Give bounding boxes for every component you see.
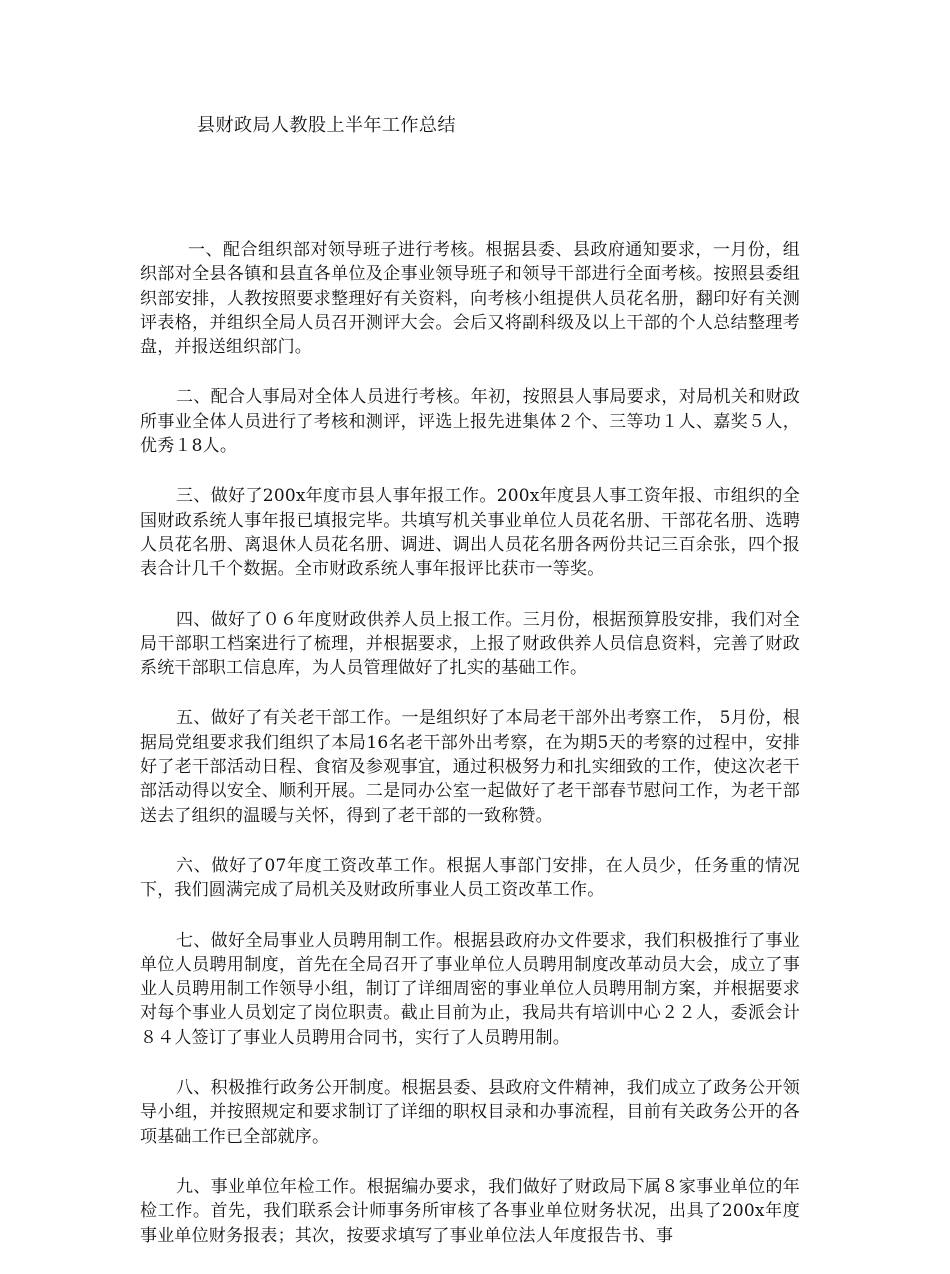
document-body xyxy=(140,238,800,1274)
paragraph-2: 二、配合人事局对全体人员进行考核。年初，按照县人事局要求，对局机关和财政所事业全体人员进行了考核和测评，评选上报先进集体２个、三等功１人、嘉奖５人，优秀１8人。 xyxy=(140,387,800,457)
paragraph-4: 四、做好了０６年度财政供养人员上报工作。三月份，根据预算股安排，我们对全局干部职工档案进行了梳理，并根据要求，上报了财政供养人员信息资料，完善了财政系统干部职工信息库，为人员管理做好了扎实的基础工作。 xyxy=(140,609,800,679)
paragraph-7: 七、做好全局事业人员聘用制工作。根据县政府办文件要求，我们积极推行了事业单位人员聘用制度，首先在全局召开了事业单位人员聘用制度改革动员大会，成立了事业人员聘用制工作领导小组，制订了详细周密的事业单位人员聘用制方案，并根据要求对每个事业人员划定了岗位职责。截止目前为止，我局共有培训中心２２人，委派会计８４人签订了事业人员聘用合同书，实行了人员聘用制。 xyxy=(140,930,800,1048)
paragraph-6: 六、做好了07年度工资改革工作。根据人事部门安排，在人员少，任务重的情况下，我们圆满完成了局机关及财政所事业人员工资改革工作。 xyxy=(140,855,800,901)
paragraph-5: 五、做好了有关老干部工作。一是组织好了本局老干部外出考察工作， 5月份，根据局党组要求我们组织了本局16名老干部外出考察，在为期5天的考察的过程中，安排好了老干部活动日程、食宿及参观事宜，通过积极努力和扎实细致的工作，使这次老干部活动得以安全、顺利开展。二是同办公室一起做好了老干部春节慰问工作，为老干部送去了组织的温暖与关怀，得到了老干部的一致称赞。 xyxy=(140,708,800,826)
document-title: 县财政局人教股上半年工作总结 xyxy=(197,115,456,136)
paragraph-1: 一、配合组织部对领导班子进行考核。根据县委、县政府通知要求，一月份，组织部对全县各镇和县直各单位及企事业领导班子和领导干部进行全面考核。按照县委组织部安排，人教按照要求整理好有关资料，向考核小组提供人员花名册，翻印好有关测评表格，并组织全局人员召开测评大会。会后又将副科级及以上干部的个人总结整理考盘，并报送组织部门。 xyxy=(140,240,800,358)
paragraph-3: 三、做好了200x年度市县人事年报工作。200x年度县人事工资年报、市组织的全国财政系统人事年报已填报完毕。共填写机关事业单位人员花名册、干部花名册、选聘人员花名册、离退休人员花名册、调进、调出人员花名册各两份共记三百余张，四个报表合计几千个数据。全市财政系统人事年报评比获市一等奖。 xyxy=(140,486,800,580)
paragraph-8: 八、积极推行政务公开制度。根据县委、县政府文件精神，我们成立了政务公开领导小组，并按照规定和要求制订了详细的职权目录和办事流程，目前有关政务公开的各项基础工作已全部就序。 xyxy=(140,1078,800,1147)
paragraph-9: 九、事业单位年检工作。根据编办要求，我们做好了财政局下属８家事业单位的年检工作。首先，我们联系会计师事务所审核了各事业单位财务状况，出具了200x年度事业单位财务报表；其次，按要求填写了事业单位法人年度报告书、事 xyxy=(140,1176,800,1246)
